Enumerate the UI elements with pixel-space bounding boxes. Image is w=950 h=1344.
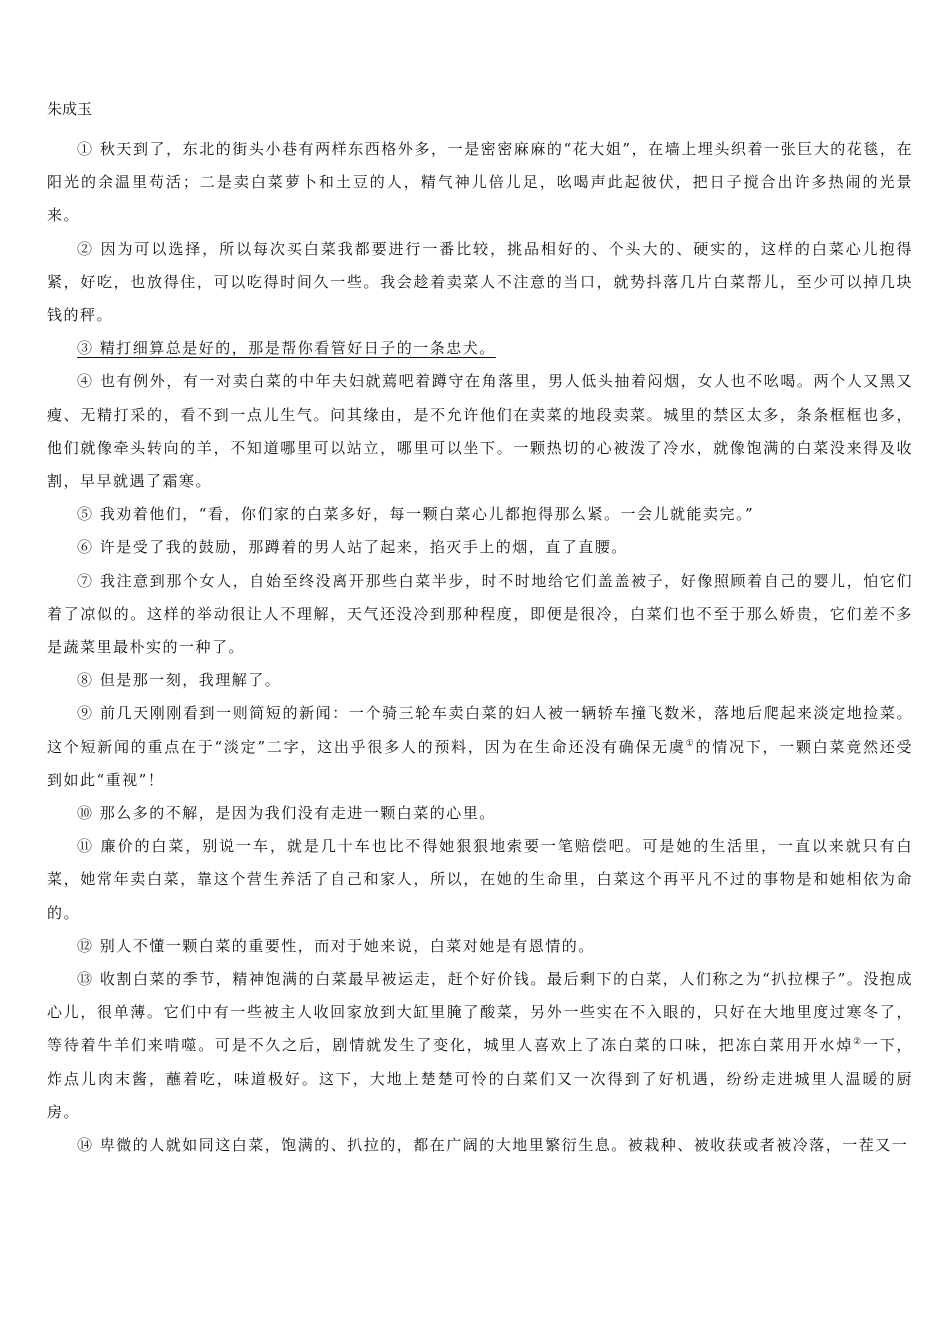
paragraph-7: ⑦ 我注意到那个女人，自始至终没离开那些白菜半步，时不时地给它们盖盖被子，好像照顾着自己的婴儿，怕它们着了凉似的。这样的举动很让人不理解，天气还没冷到那种程度，即便是很冷，白菜们也不至于那么娇贵，它们差不多是蔬菜里最朴实的一种了。 xyxy=(47,571,913,657)
paragraph-13 xyxy=(47,963,913,1129)
article-body xyxy=(47,97,913,1162)
paragraph-12: ⑫ 别人不懂一颗白菜的重要性，而对于她来说，白菜对她是有恩情的。 xyxy=(77,936,595,955)
paragraph-4: ④ 也有例外，有一对卖白菜的中年夫妇就蔫吧着蹲守在角落里，男人低头抽着闷烟，女人也不吆喝。两个人又黑又瘦、无精打采的，看不到一点儿生气。问其缘由，是不允许他们在卖菜的地段卖菜。城里的禁区太多，条条框框也多，他们就像牵头转向的羊，不知道哪里可以站立，哪里可以坐下。一颗热切的心被泼了冷水，就像饱满的白菜没来得及收割，早早就遇了霜寒。 xyxy=(47,372,913,491)
paragraph-5: ⑤ 我劝着他们，“看，你们家的白菜多好，每一颗白菜心儿都抱得那么紧。一会儿就能卖完。” xyxy=(77,505,755,524)
paragraph-11: ⑪ 廉价的白菜，别说一车，就是几十车也比不得她狠狠地索要一笔赔偿吧。可是她的生活里，一直以来就只有白菜，她常年卖白菜，靠这个营生养活了自己和家人，所以，在她的生命里，白菜这个再平凡不过的事物是和她相依为命的。 xyxy=(47,837,913,922)
paragraph-1: ① 秋天到了，东北的街头小巷有两样东西格外多，一是密密麻麻的“花大姐”，在墙上埋头织着一张巨大的花毯，在阳光的余温里苟活；二是卖白菜萝卜和土豆的人，精气神儿倍儿足，吆喝声此起彼伏，把日子搅合出许多热闹的光景来。 xyxy=(47,140,913,225)
paragraph-6: ⑥ 许是受了我的鼓励，那蹲着的男人站了起来，掐灭手上的烟，直了直腰。 xyxy=(77,538,628,557)
paragraph-9-text-after: 的情况下，一颗白菜竟然还受到如此“重视”！ xyxy=(47,737,913,789)
author-name: 朱成玉 xyxy=(47,100,93,118)
paragraph-9 xyxy=(47,697,913,797)
paragraph-13-text: ⑬ 收割白菜的季节，精神饱满的白菜最早被运走，赶个好价钱。最后剩下的白菜，人们称之为“扒拉棵子”。没抱成心儿，很单薄。它们中有一些被主人收回家放到大缸里腌了酸菜，另外一些实在不入眼的，只好在大地里度过寒冬了，等待着牛羊们来啃噬。可是不久之后，剧情就发生了变化，城里人喜欢上了冻白菜的口味，把冻白菜用开水焯 xyxy=(47,970,913,1055)
paragraph-14: ⑭ 卑微的人就如同这白菜，饱满的、扒拉的，都在广阔的大地里繁衍生息。被栽种、被收获或者被冷落，一茬又一 xyxy=(77,1136,909,1155)
paragraph-3 xyxy=(47,332,913,365)
paragraph-10: ⑩ 那么多的不解，是因为我们没有走进一颗白菜的心里。 xyxy=(77,804,496,823)
paragraph-2: ② 因为可以选择，所以每次买白菜我都要进行一番比较，挑品相好的、个头大的、硬实的，这样的白菜心儿抱得紧，好吃，也放得住，可以吃得时间久一些。我会趁着卖菜人不注意的当口，就势抖落几片白菜帮儿，至少可以掉几块钱的秤。 xyxy=(47,239,913,325)
paragraph-9-text: ⑨ 前几天刚刚看到一则简短的新闻：一个骑三轮车卖白菜的妇人被一辆轿车撞飞数米，落地后爬起来淡定地捡菜。这个短新闻的重点在于“淡定”二字，这出乎很多人的预料，因为在生命还没有确保无虞 xyxy=(47,704,913,756)
footnote-marker-1: ① xyxy=(685,738,696,749)
footnote-marker-2: ② xyxy=(853,1037,863,1048)
paragraph-13-text-after: 一下，炸点儿肉末酱，蘸着吃，味道极好。这下，大地上楚楚可怜的白菜们又一次得到了好机遇，纷纷走进城里人温暖的厨房。 xyxy=(47,1036,913,1121)
underlined-sentence: ③ 精打细算总是好的，那是帮你看管好日子的一条忠犬。 xyxy=(77,339,496,358)
paragraph-8: ⑧ 但是那一刻，我理解了。 xyxy=(77,671,282,690)
